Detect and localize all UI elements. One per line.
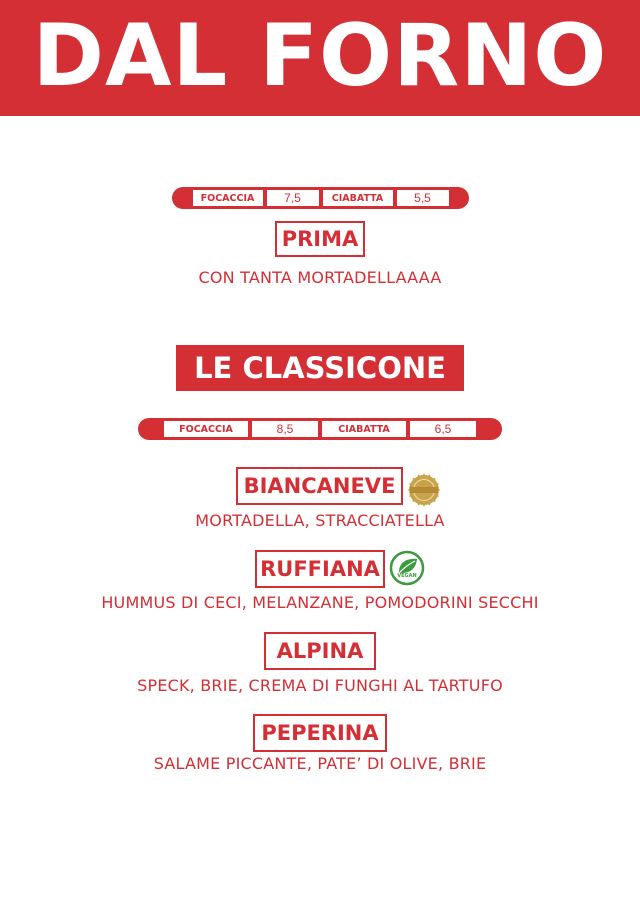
- focaccia-label: FOCACCIA: [164, 421, 248, 437]
- vegan-leaf-icon: [389, 550, 425, 586]
- header-banner: [0, 0, 640, 116]
- item-description-biancaneve: MORTADELLA, STRACCIATELLA: [195, 511, 445, 530]
- item-name: PRIMA: [281, 227, 359, 251]
- page-title: DAL FORNO: [32, 6, 608, 106]
- ciabatta-label: CIABATTA: [322, 421, 406, 437]
- price-bar-classicone: [138, 418, 502, 440]
- focaccia-label: FOCACCIA: [193, 190, 263, 206]
- ciabatta-price: 6,5: [410, 421, 476, 437]
- item-description-alpina: SPECK, BRIE, CREMA DI FUNGHI AL TARTUFO: [137, 676, 503, 695]
- vegan-badge-text: VEGAN: [397, 573, 417, 579]
- item-name: RUFFIANA: [260, 557, 380, 581]
- item-description-prima: CON TANTA MORTADELLAAAA: [198, 268, 442, 287]
- item-title-ruffiana: [255, 550, 385, 588]
- item-title-prima: [275, 221, 365, 257]
- ciabatta-label: CIABATTA: [323, 190, 393, 206]
- item-title-biancaneve: [236, 467, 403, 505]
- item-description-ruffiana: HUMMUS DI CECI, MELANZANE, POMODORINI SECCHI: [101, 593, 539, 612]
- quality-seal-icon: [406, 472, 442, 508]
- focaccia-price: 8,5: [252, 421, 318, 437]
- price-bar-prima: [172, 187, 469, 209]
- item-description-peperina: SALAME PICCANTE, PATE’ DI OLIVE, BRIE: [153, 754, 487, 773]
- item-name: BIANCANEVE: [243, 474, 396, 498]
- item-title-peperina: [253, 714, 387, 752]
- item-title-alpina: [264, 632, 376, 670]
- item-name: ALPINA: [276, 639, 364, 663]
- section-title: [176, 345, 464, 391]
- item-name: PEPERINA: [261, 721, 379, 745]
- section-title-text: LE CLASSICONE: [194, 351, 446, 385]
- focaccia-price: 7,5: [267, 190, 319, 206]
- ciabatta-price: 5,5: [397, 190, 449, 206]
